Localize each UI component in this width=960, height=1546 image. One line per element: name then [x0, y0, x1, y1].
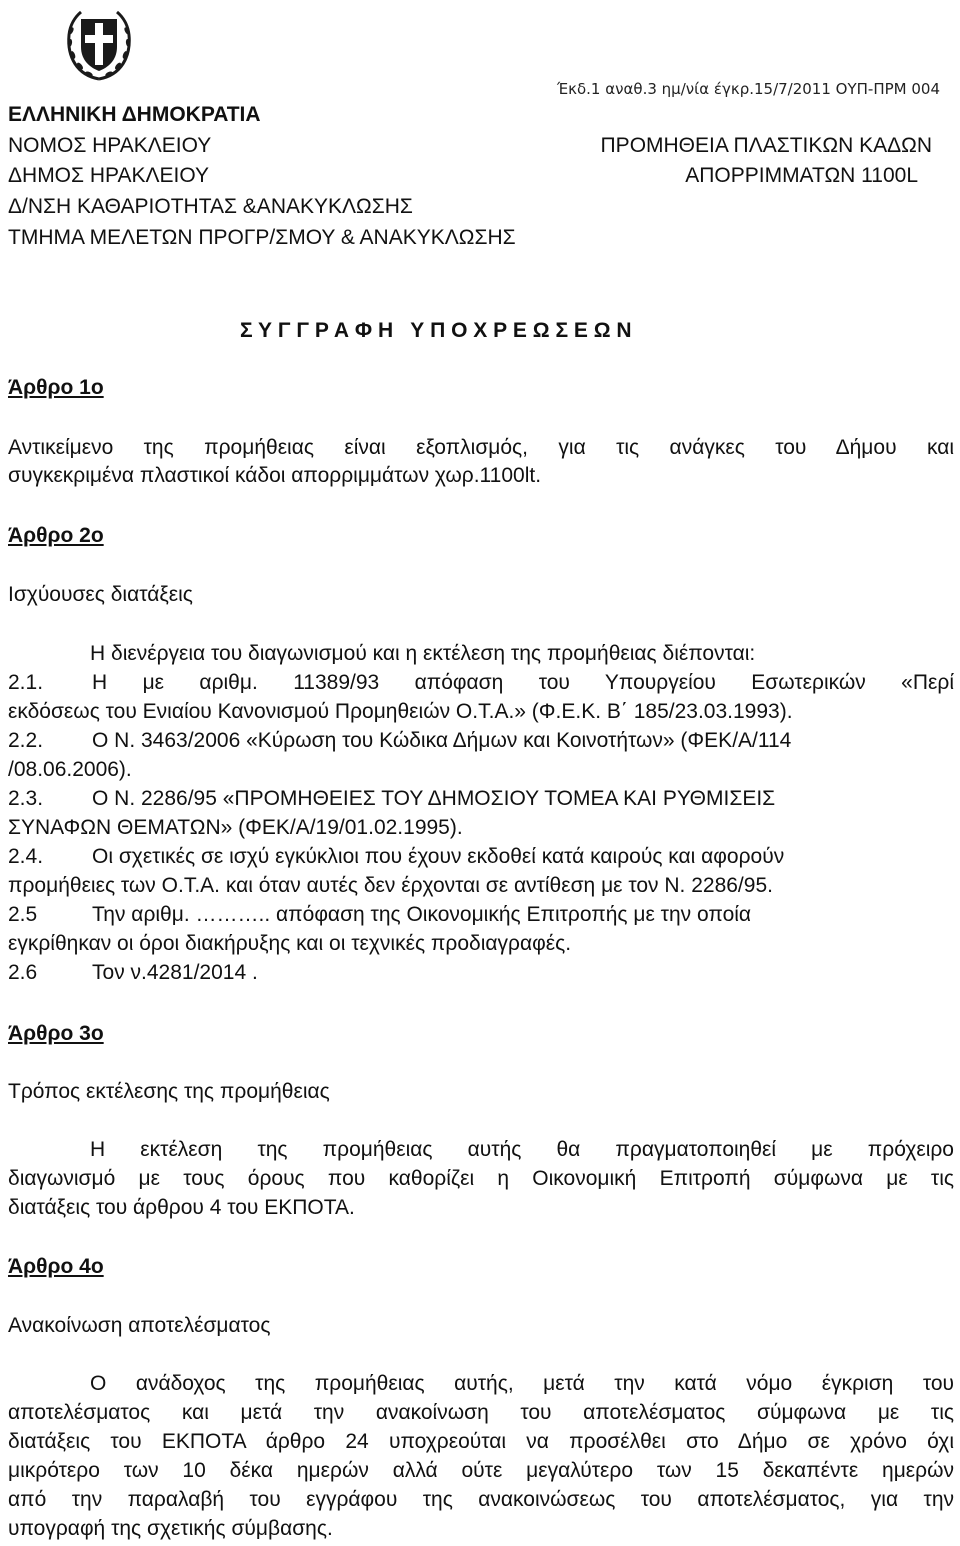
list-item-text: Τον ν.4281/2014 . — [92, 961, 258, 984]
list-item-text: Ο Ν. 2286/95 «ΠΡΟΜΗΘΕΙΕΣ ΤΟΥ ΔΗΜΟΣΙΟΥ ΤΟΜΕΑ ΚΑΙ ΡΥΘΜΙΣΕΙΣ — [92, 787, 776, 810]
authority-line-2: ΝΟΜΟΣ ΗΡΑΚΛΕΙΟΥ — [8, 134, 212, 157]
list-item-continuation: ΣΥΝΑΦΩΝ ΘΕΜΑΤΩΝ» (ΦΕΚ/Α/19/01.02.1995). — [8, 816, 463, 839]
list-item-text: Η με αριθμ. 11389/93 απόφαση του Υπουργείου Εσωτερικών «Περί — [92, 671, 954, 694]
article-4-heading: Άρθρο 4ο — [8, 1255, 104, 1278]
list-item-continuation: εκδόσεως του Ενιαίου Κανονισμού Προμηθειών Ο.Τ.Α.» (Φ.Ε.Κ. Β΄ 185/23.03.1993). — [8, 700, 793, 723]
list-item-continuation: εγκρίθηκαν οι όροι διακήρυξης και οι τεχνικές προδιαγραφές. — [8, 932, 572, 955]
article-4-text-line-3: διατάξεις του ΕΚΠΟΤΑ άρθρο 24 υποχρεούται να προσέλθει στο Δήμο σε χρόνο όχι — [8, 1430, 954, 1453]
list-item — [8, 787, 775, 811]
list-item-text: Ο Ν. 3463/2006 «Κύρωση του Κώδικα Δήμων και Κοινοτήτων» (ΦΕΚ/Α/114 — [92, 729, 792, 752]
list-item — [8, 729, 791, 753]
greek-coat-of-arms-icon — [59, 5, 139, 85]
article-1-text-line-2: συγκεκριμένα πλαστικοί κάδοι απορριμμάτων χωρ.1100lt. — [8, 464, 542, 487]
list-item-number: 2.3. — [8, 787, 44, 810]
list-item — [8, 845, 784, 869]
article-2-intro: Η διενέργεια του διαγωνισμού και η εκτέλεση της προμήθειας διέπονται: — [90, 642, 756, 665]
article-2-subtitle: Ισχύουσες διατάξεις — [8, 583, 193, 606]
list-item — [8, 961, 258, 985]
article-3-subtitle: Τρόπος εκτέλεσης της προμήθειας — [8, 1080, 330, 1103]
list-item-number: 2.1. — [8, 671, 44, 694]
list-item-number: 2.6 — [8, 961, 38, 984]
project-title-line-2: ΑΠΟΡΡΙΜΜΑΤΩΝ 1100L — [685, 164, 918, 187]
article-3-heading: Άρθρο 3ο — [8, 1022, 104, 1045]
article-4-text-line-2: αποτελέσματος και μετά την ανακοίνωση του αποτελέσματος σύμφωνα με τις — [8, 1401, 954, 1424]
list-item-number: 2.4. — [8, 845, 44, 868]
authority-line-1: ΕΛΛΗΝΙΚΗ ΔΗΜΟΚΡΑΤΙΑ — [8, 103, 261, 126]
list-item-number: 2.5 — [8, 903, 38, 926]
list-item-continuation: προμήθειες των Ο.Τ.Α. και όταν αυτές δεν έρχονται σε αντίθεση με τον Ν. 2286/95. — [8, 874, 773, 897]
list-item-number: 2.2. — [8, 729, 44, 752]
article-3-text-line-1: Η εκτέλεση της προμήθειας αυτής θα πραγματοποιηθεί με πρόχειρο — [90, 1138, 954, 1161]
article-1-text-line-1: Αντικείμενο της προμήθειας είναι εξοπλισμός, για τις ανάγκες του Δήμου και — [8, 436, 954, 459]
list-item — [8, 903, 751, 927]
list-item-text: Οι σχετικές σε ισχύ εγκύκλιοι που έχουν εκδοθεί κατά καιρούς και αφορούν — [92, 845, 785, 868]
article-2-heading: Άρθρο 2ο — [8, 524, 104, 547]
article-4-text-line-1: Ο ανάδοχος της προμήθειας αυτής, μετά την κατά νόμο έγκριση του — [90, 1372, 954, 1395]
authority-line-4: Δ/ΝΣΗ ΚΑΘΑΡΙΟΤΗΤΑΣ &ΑΝΑΚΥΚΛΩΣΗΣ — [8, 195, 413, 218]
article-4-text-line-5: από την παραλαβή του εγγράφου της ανακοινώσεως του αποτελέσματος, για την — [8, 1488, 954, 1511]
article-3-text-line-3: διατάξεις του άρθρου 4 του ΕΚΠΟΤΑ. — [8, 1196, 355, 1219]
document-title: Σ Υ Γ Γ Ρ Α Φ Η Υ Π Ο Χ Ρ Ε Ω Σ Ε Ω Ν — [240, 319, 632, 342]
list-item-text: Την αριθμ. ……….. απόφαση της Οικονομικής Επιτροπής με την οποία — [92, 903, 752, 926]
list-item — [8, 671, 954, 695]
article-4-text-line-4: μικρότερο των 10 δέκα ημερών αλλά ούτε μεγαλύτερο των 15 δεκαπέντε ημερών — [8, 1459, 954, 1482]
article-1-heading: Άρθρο 1ο — [8, 376, 104, 399]
list-item-continuation: /08.06.2006). — [8, 758, 132, 781]
project-title-line-1: ΠΡΟΜΗΘΕΙΑ ΠΛΑΣΤΙΚΩΝ ΚΑΔΩΝ — [600, 134, 932, 157]
authority-line-5: ΤΜΗΜΑ ΜΕΛΕΤΩΝ ΠΡΟΓΡ/ΣΜΟΥ & ΑΝΑΚΥΚΛΩΣΗΣ — [8, 226, 516, 249]
article-3-text-line-2: διαγωνισμό με τους όρους που καθορίζει η Οικονομική Επιτροπή σύμφωνα με τις — [8, 1167, 954, 1190]
revision-note: Έκδ.1 αναθ.3 ημ/νία έγκρ.15/7/2011 ΟΥΠ-ΠΡΜ 004 — [556, 80, 940, 98]
authority-line-3: ΔΗΜΟΣ ΗΡΑΚΛΕΙΟΥ — [8, 164, 209, 187]
article-4-subtitle: Ανακοίνωση αποτελέσματος — [8, 1314, 271, 1337]
article-4-text-line-6: υπογραφή της σχετικής σύμβασης. — [8, 1517, 333, 1540]
